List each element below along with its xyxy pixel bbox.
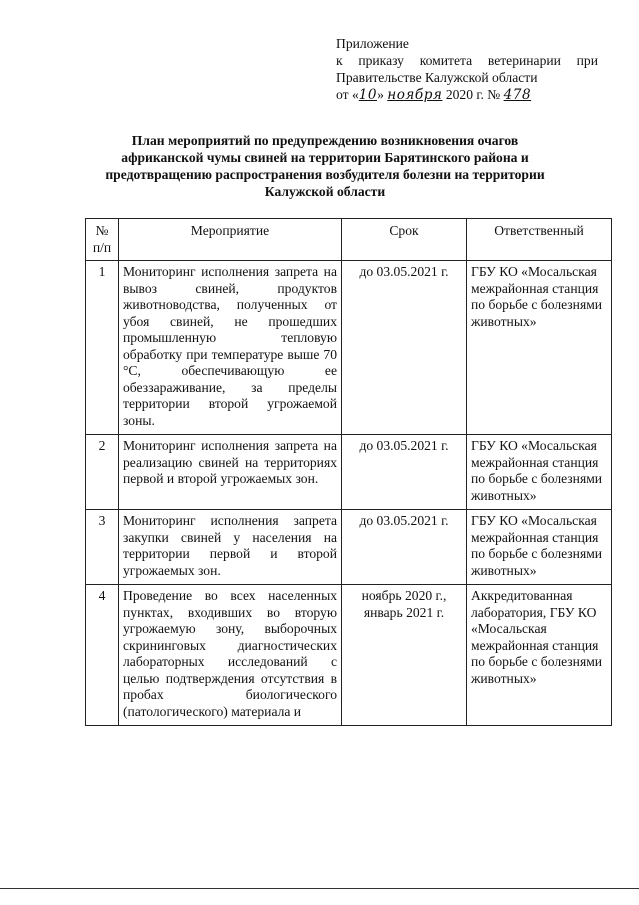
doc-number-handwritten: 478 xyxy=(503,87,532,103)
row-event: Проведение во всех населенных пунктах, входивших во вторую угрожаемую зону, выборочных скрининговых диагностических лабораторных исследований с целью подтверждения отсутствия в пробах биологического (патологического) материала и xyxy=(119,585,342,726)
header-event: Мероприятие xyxy=(119,219,342,261)
header-num: № п/п xyxy=(86,219,119,261)
table-row xyxy=(86,510,612,585)
row-event: Мониторинг исполнения запрета на вывоз свиней, продуктов животноводства, полученных от убоя свиней, не прошедших промышленную тепловую обработку при температуре выше 70 °С, обеспечивающую ее обеззараживание, за пределы территории второй угрожаемой зоны. xyxy=(119,261,342,435)
document-title: План мероприятий по предупреждению возникновения очагов африканской чумы свиней на территории Барятинского района и предотвращению распространения возбудителя болезни на территории Калужской области xyxy=(105,133,545,199)
row-event: Мониторинг исполнения запрета закупки свиней у населения на территории первой и второй угрожаемых зон. xyxy=(119,510,342,585)
date-prefix: от « xyxy=(336,87,359,102)
date-day-handwritten: 10 xyxy=(358,87,378,103)
appendix-order-line: к приказу комитета ветеринарии при xyxy=(336,53,598,68)
row-num: 2 xyxy=(86,435,119,510)
table-row xyxy=(86,435,612,510)
date-year: 2020 г. № xyxy=(445,87,501,102)
row-responsible: ГБУ КО «Мосальская межрайонная станция по борьбе с болезнями животных» xyxy=(467,435,612,510)
row-num: 3 xyxy=(86,510,119,585)
date-month-handwritten: ноября xyxy=(387,87,443,103)
table-header-row xyxy=(86,219,612,261)
plan-table xyxy=(85,218,612,726)
row-num: 4 xyxy=(86,585,119,726)
row-term: до 03.05.2021 г. xyxy=(342,435,467,510)
row-term: до 03.05.2021 г. xyxy=(342,510,467,585)
header-term: Срок xyxy=(342,219,467,261)
row-responsible: ГБУ КО «Мосальская межрайонная станция по борьбе с болезнями животных» xyxy=(467,261,612,435)
table-row xyxy=(86,585,612,726)
header-responsible: Ответственный xyxy=(467,219,612,261)
date-mid: » xyxy=(377,87,384,102)
appendix-date-line xyxy=(336,86,598,104)
appendix-heading: Приложение xyxy=(336,36,409,51)
row-responsible: ГБУ КО «Мосальская межрайонная станция по борьбе с болезнями животных» xyxy=(467,510,612,585)
page-bottom-rule xyxy=(0,888,639,889)
appendix-block xyxy=(336,35,598,104)
table-row xyxy=(86,261,612,435)
row-num: 1 xyxy=(86,261,119,435)
appendix-government-line: Правительстве Калужской области xyxy=(336,70,538,85)
row-term: до 03.05.2021 г. xyxy=(342,261,467,435)
row-responsible: Аккредитованная лаборатория, ГБУ КО «Мосальская межрайонная станция по борьбе с болезнями животных» xyxy=(467,585,612,726)
row-term: ноябрь 2020 г., январь 2021 г. xyxy=(342,585,467,726)
row-event: Мониторинг исполнения запрета на реализацию свиней на территориях первой и второй угрожаемых зон. xyxy=(119,435,342,510)
